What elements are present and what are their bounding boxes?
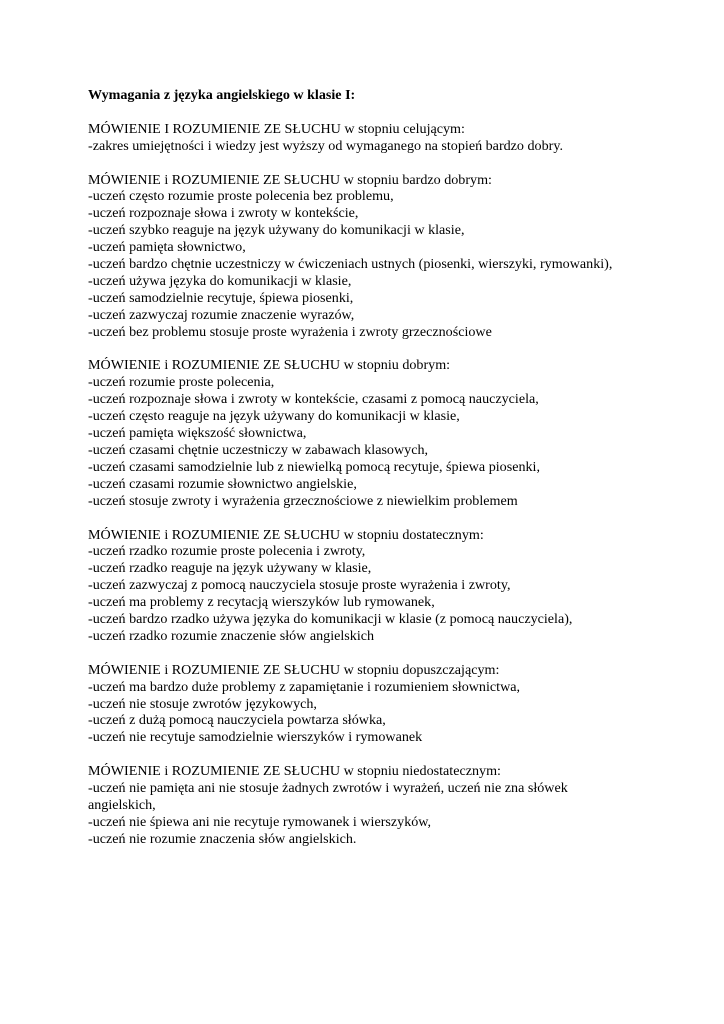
requirement-line: -uczeń rozpoznaje słowa i zwroty w kontekście, [88, 205, 359, 222]
requirement-line: -uczeń z dużą pomocą nauczyciela powtarza słówka, [88, 712, 386, 729]
requirement-line: -uczeń zazwyczaj z pomocą nauczyciela stosuje proste wyrażenia i zwroty, [88, 577, 511, 594]
requirement-line: -uczeń nie śpiewa ani nie recytuje rymowanek i wierszyków, [88, 813, 432, 830]
requirement-line: -uczeń nie pamięta ani nie stosuje żadnych zwrotów i wyrażeń, uczeń nie zna słówek angielskich, [88, 780, 568, 813]
section-heading: MÓWIENIE i ROZUMIENIE ZE SŁUCHU w stopniu bardzo dobrym: [88, 171, 492, 188]
requirement-line: -zakres umiejętności i wiedzy jest wyższy od wymaganego na stopień bardzo dobry. [88, 137, 563, 154]
section-heading: MÓWIENIE i ROZUMIENIE ZE SŁUCHU w stopniu dostatecznym: [88, 526, 484, 543]
requirement-line: -uczeń ma bardzo duże problemy z zapamiętanie i rozumieniem słownictwa, [88, 678, 521, 695]
requirement-line: -uczeń stosuje zwroty i wyrażenia grzecznościowe z niewielkim problemem [88, 492, 518, 509]
requirement-line: -uczeń nie stosuje zwrotów językowych, [88, 695, 317, 712]
requirement-line: -uczeń czasami rozumie słownictwo angielskie, [88, 475, 357, 492]
requirement-line: -uczeń czasami samodzielnie lub z niewielką pomocą recytuje, śpiewa piosenki, [88, 458, 540, 475]
requirement-line: -uczeń rzadko rozumie proste polecenia i zwroty, [88, 543, 366, 560]
requirement-line: -uczeń bez problemu stosuje proste wyrażenia i zwroty grzecznościowe [88, 323, 492, 340]
section-heading: MÓWIENIE i ROZUMIENIE ZE SŁUCHU w stopniu dobrym: [88, 357, 451, 374]
requirement-line: -uczeń szybko reaguje na język używany do komunikacji w klasie, [88, 222, 465, 239]
requirement-line: -uczeń nie recytuje samodzielnie wierszyków i rymowanek [88, 729, 423, 746]
requirement-line: -uczeń bardzo rzadko używa języka do komunikacji w klasie (z pomocą nauczyciela), [88, 611, 573, 628]
section-niedostateczny [88, 763, 688, 848]
requirement-line: -uczeń czasami chętnie uczestniczy w zabawach klasowych, [88, 441, 429, 458]
section-heading: MÓWIENIE i ROZUMIENIE ZE SŁUCHU w stopniu niedostatecznym: [88, 763, 501, 780]
requirement-line: -uczeń używa języka do komunikacji w klasie, [88, 272, 352, 289]
requirement-line: -uczeń ma problemy z recytacją wierszyków lub rymowanek, [88, 594, 435, 611]
requirement-line: -uczeń często reaguje na język używany do komunikacji w klasie, [88, 408, 460, 425]
section-heading: MÓWIENIE i ROZUMIENIE ZE SŁUCHU w stopniu dopuszczającym: [88, 661, 500, 678]
requirement-line: -uczeń rzadko rozumie znaczenie słów angielskich [88, 627, 375, 644]
requirement-line: -uczeń bardzo chętnie uczestniczy w ćwiczeniach ustnych (piosenki, wierszyki, rymowanki), [88, 256, 613, 273]
requirement-line: -uczeń pamięta większość słownictwa, [88, 425, 307, 442]
section-heading: MÓWIENIE I ROZUMIENIE ZE SŁUCHU w stopniu celującym: [88, 120, 465, 137]
section-dostateczny [88, 527, 688, 645]
requirement-line: -uczeń pamięta słownictwo, [88, 239, 246, 256]
requirement-line: -uczeń samodzielnie recytuje, śpiewa piosenki, [88, 289, 354, 306]
requirement-line: -uczeń zazwyczaj rozumie znaczenie wyrazów, [88, 306, 355, 323]
requirement-line: -uczeń nie rozumie znaczenia słów angielskich. [88, 830, 357, 847]
requirement-line: -uczeń rozumie proste polecenia, [88, 374, 275, 391]
requirement-line: -uczeń rzadko reaguje na język używany w klasie, [88, 560, 372, 577]
requirement-line: -uczeń często rozumie proste polecenia bez problemu, [88, 188, 394, 205]
section-bardzo-dobry [88, 172, 688, 341]
document-title: Wymagania z języka angielskiego w klasie I: [88, 87, 356, 103]
document-body [88, 87, 688, 865]
section-dobry [88, 357, 688, 509]
section-celujacy [88, 121, 688, 155]
requirement-line: -uczeń rozpoznaje słowa i zwroty w kontekście, czasami z pomocą nauczyciela, [88, 391, 539, 408]
section-dopuszczajacy [88, 662, 688, 747]
